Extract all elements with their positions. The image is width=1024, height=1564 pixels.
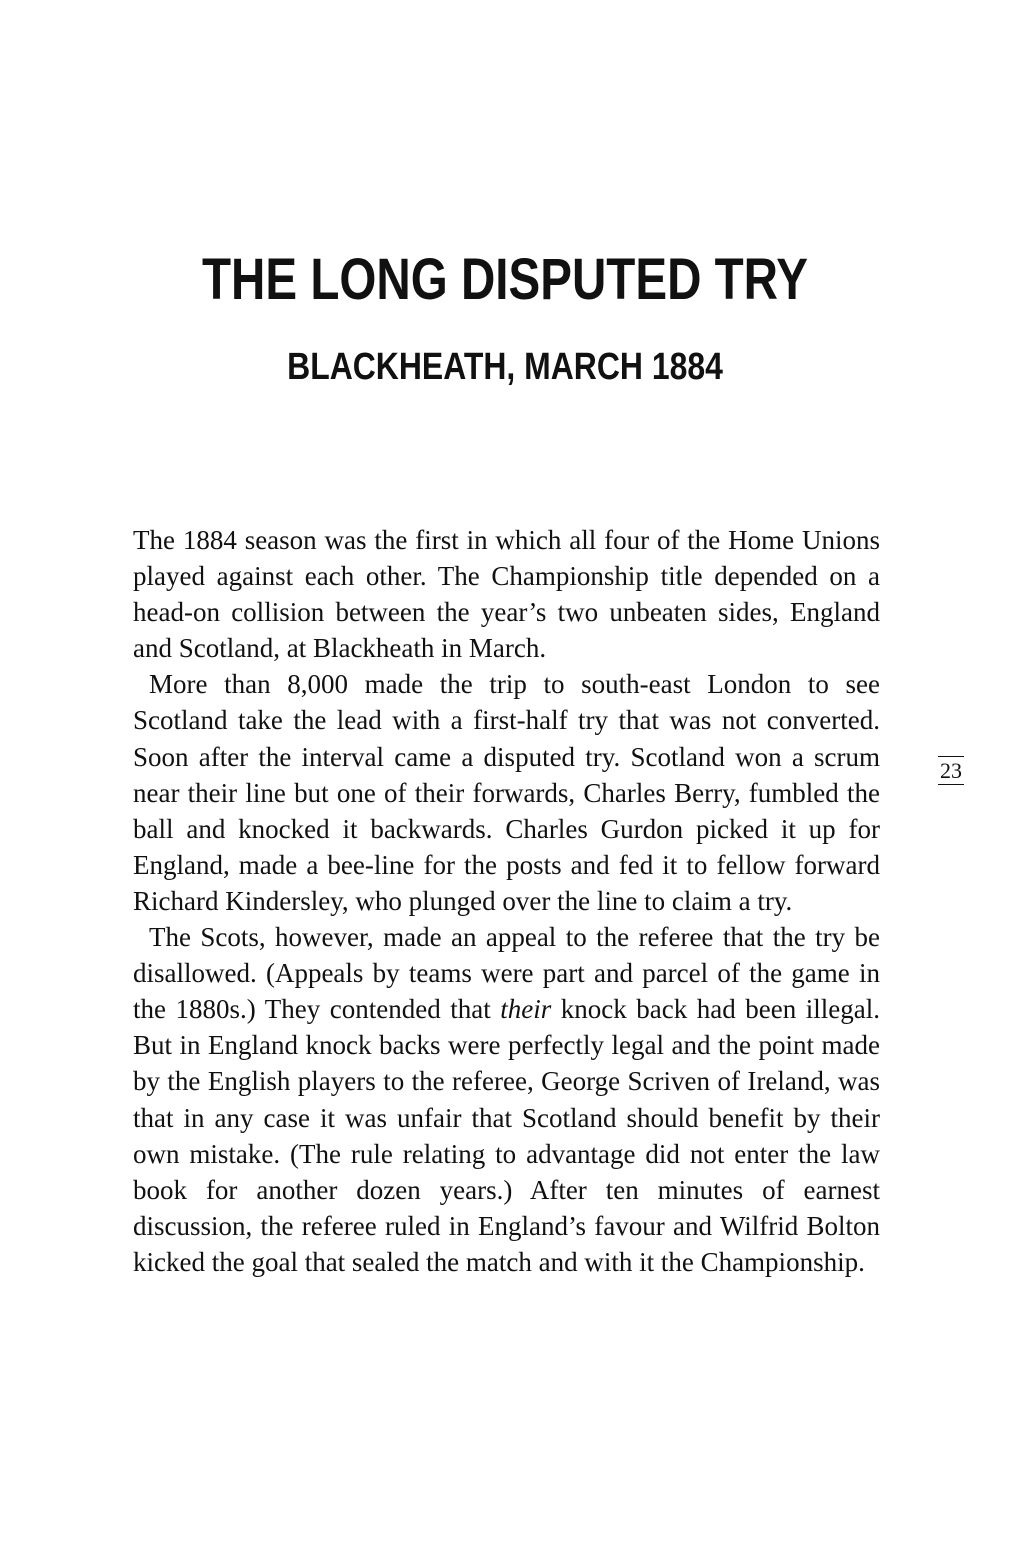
chapter-subtitle: BLACKHEATH, MARCH 1884	[287, 346, 723, 388]
paragraph-3-part-2: knock back had been illegal. But in England knock backs were perfectly legal and the point made by the English players to the referee, George Scriven of Ireland, was that in any case it was unfair that Scotland should benefit by their own mistake. (The rule relating to advantage did not enter the law book for another dozen years.) After ten minutes of earnest discussion, the referee ruled in England’s favour and Wilfrid Bolton kicked the goal that sealed the match and with it the Championship.	[133, 994, 880, 1277]
paragraph-3-part-1: The Scots, however, made an appeal to the referee that the try be disallowed. (Appeals by teams were part and parcel of the game in the 1880s.) They contended that	[133, 922, 880, 1025]
body-text	[133, 522, 880, 1280]
paragraph-3	[133, 919, 880, 1280]
paragraph-3-emphasis: their	[500, 994, 552, 1025]
page-number: 23	[940, 758, 962, 783]
chapter-title: THE LONG DISPUTED TRY	[202, 247, 808, 312]
paragraph-2: More than 8,000 made the trip to south-east London to see Scotland take the lead with a first-half try that was not converted. Soon after the interval came a disputed try. Scotland won a scrum near their line but one of their forwards, Charles Berry, fumbled the ball and knocked it backwards. Charles Gurdon picked it up for England, made a bee-line for the posts and fed it to fellow forward Richard Kindersley, who plunged over the line to claim a try.	[133, 669, 880, 916]
paragraph-1: The 1884 season was the first in which all four of the Home Unions played against each other. The Championship title depended on a head-on collision between the year’s two unbeaten sides, England and Scotland, at Blackheath in March.	[133, 525, 880, 664]
